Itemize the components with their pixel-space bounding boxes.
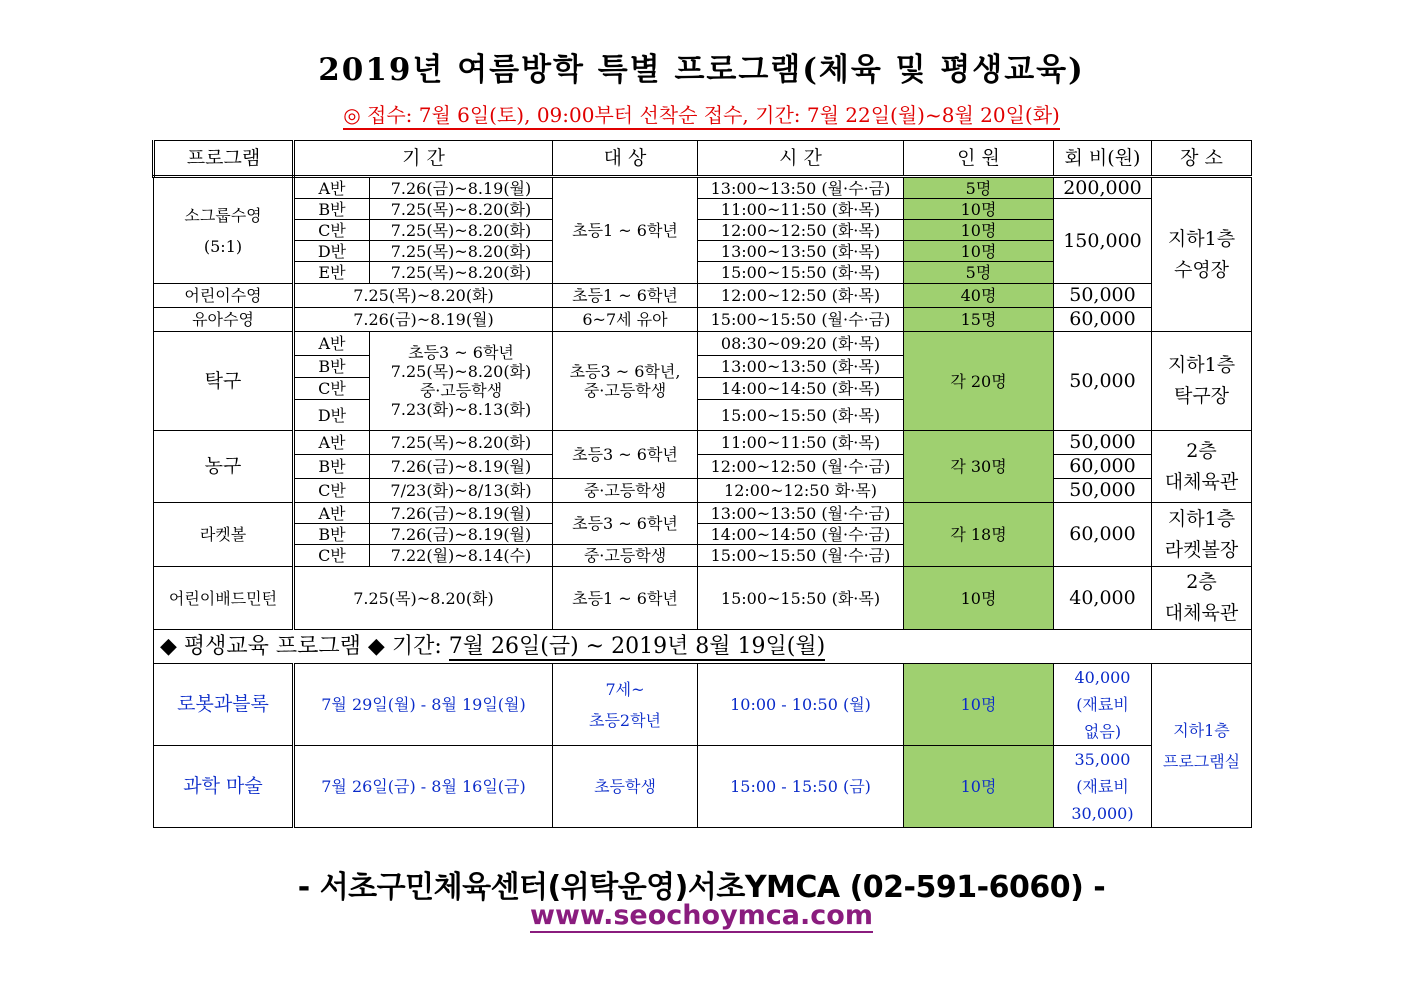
place-line: 수영장 (1173, 258, 1230, 281)
time-cell: 10:00 - 10:50 (월) (698, 664, 904, 746)
target-cell: 초등1 ~ 6학년 (553, 284, 698, 308)
time-cell: 15:00~15:50 (화·목) (698, 262, 904, 284)
target-cell: 6~7세 유아 (553, 308, 698, 332)
time-cell: 08:30~09:20 (화·목) (698, 332, 904, 356)
period-cell: 7.26(금)~8.19(월) (294, 308, 553, 332)
place-line: 프로그램실 (1162, 751, 1241, 771)
class-label: C반 (294, 545, 370, 567)
place-cell (1152, 567, 1252, 630)
place-line: 지하1층 (1167, 507, 1236, 530)
period-cell: 7.26(금)~8.19(월) (370, 177, 553, 199)
time-cell: 11:00~11:50 (화·목) (698, 431, 904, 455)
header-target: 대 상 (553, 141, 698, 177)
class-label: A반 (294, 431, 370, 455)
fee-line: 30,000) (1071, 804, 1134, 823)
class-label: C반 (294, 479, 370, 503)
lifelong-section-header (154, 630, 1252, 664)
table-row (154, 177, 1252, 199)
place-line: 지하1층 (1167, 227, 1236, 250)
period-cell: 7.25(목)~8.20(화) (370, 241, 553, 262)
time-cell: 12:00~12:50 (월·수·금) (698, 455, 904, 479)
section-period: 7월 26일(금) ~ 2019년 8월 19일(월) (448, 634, 826, 659)
time-cell: 13:00~13:50 (월·수·금) (698, 177, 904, 199)
fee-line: 없음) (1083, 722, 1122, 741)
header-period: 기 간 (294, 141, 553, 177)
target-cell: 초등1 ~ 6학년 (553, 567, 698, 630)
table-header-row (154, 141, 1252, 177)
count-cell: 5명 (904, 262, 1054, 284)
fee-line: (재료비 (1076, 695, 1129, 714)
fee-cell: 60,000 (1054, 308, 1152, 332)
place-line: 지하1층 (1167, 354, 1236, 376)
fee-cell: 50,000 (1054, 431, 1152, 455)
program-basketball: 농구 (154, 431, 294, 503)
table-row (154, 308, 1252, 332)
time-cell: 13:00~13:50 (화·목) (698, 241, 904, 262)
target-cell: 초등3 ~ 6학년 (553, 431, 698, 479)
place-cell (1152, 431, 1252, 503)
period-cell: 7.25(목)~8.20(화) (294, 567, 553, 630)
fee-cell (1054, 664, 1152, 746)
count-cell: 10명 (904, 664, 1054, 746)
count-cell: 10명 (904, 199, 1054, 220)
fee-cell: 50,000 (1054, 332, 1152, 431)
table-row (154, 431, 1252, 455)
registration-notice (0, 99, 1403, 128)
time-cell: 14:00~14:50 (월·수·금) (698, 524, 904, 545)
page-title: 2019년 여름방학 특별 프로그램(체육 및 평생교육) (318, 52, 1085, 88)
period-cell: 7.26(금)~8.19(월) (370, 455, 553, 479)
tt-info-line: 7.23(화)~8.13(화) (390, 400, 532, 419)
fee-cell: 50,000 (1054, 284, 1152, 308)
program-swim-name: 소그룹수영 (184, 205, 262, 225)
target-cell: 중·고등학생 (553, 545, 698, 567)
header-program: 프로그램 (154, 141, 294, 177)
footer-organization: - 서초구민체육센터(위탁운영)서초YMCA (02-591-6060) - (297, 870, 1106, 905)
period-cell: 7.25(목)~8.20(화) (370, 262, 553, 284)
place-line: 2층 (1186, 439, 1217, 462)
program-racquetball: 라켓볼 (154, 503, 294, 567)
fee-cell: 200,000 (1054, 177, 1152, 199)
class-label: D반 (294, 400, 370, 431)
class-label: B반 (294, 455, 370, 479)
count-cell: 10명 (904, 220, 1054, 241)
fee-line: 35,000 (1074, 750, 1131, 769)
target-cell: 초등1 ~ 6학년 (553, 177, 698, 284)
section-header-row (154, 630, 1252, 664)
target-line: 초등2학년 (588, 710, 661, 730)
period-cell: 7.25(목)~8.20(화) (294, 284, 553, 308)
place-cell (1152, 332, 1252, 431)
program-robot: 로봇과블록 (154, 664, 294, 746)
footer-url[interactable] (0, 900, 1403, 931)
header-place: 장 소 (1152, 141, 1252, 177)
time-cell: 12:00~12:50 화·목) (698, 479, 904, 503)
program-tabletennis: 탁구 (154, 332, 294, 431)
target-line: 7세~ (605, 679, 645, 699)
time-cell: 13:00~13:50 (화·목) (698, 356, 904, 378)
time-cell: 14:00~14:50 (화·목) (698, 378, 904, 400)
place-cell (1152, 503, 1252, 567)
time-cell: 15:00~15:50 (화·목) (698, 400, 904, 431)
class-label: D반 (294, 241, 370, 262)
time-cell: 11:00~11:50 (화·목) (698, 199, 904, 220)
program-swim-ratio: (5:1) (203, 236, 243, 256)
header-time: 시 간 (698, 141, 904, 177)
place-line: 탁구장 (1173, 385, 1230, 407)
target-cell: 중·고등학생 (553, 479, 698, 503)
count-cell: 10명 (904, 241, 1054, 262)
section-prefix: ◆ 평생교육 프로그램 ◆ 기간: (160, 634, 449, 659)
table-row (154, 567, 1252, 630)
fee-cell: 40,000 (1054, 567, 1152, 630)
fee-cell: 150,000 (1054, 199, 1152, 284)
program-magic: 과학 마술 (154, 746, 294, 828)
tt-info-line: 7.25(목)~8.20(화) (390, 362, 532, 381)
target-cell: 초등학생 (553, 746, 698, 828)
period-cell: 7월 29일(월) - 8월 19일(월) (294, 664, 553, 746)
header-count: 인 원 (904, 141, 1054, 177)
program-badminton: 어린이배드민턴 (154, 567, 294, 630)
fee-cell: 60,000 (1054, 455, 1152, 479)
place-cell (1152, 177, 1252, 332)
count-cell: 각 18명 (904, 503, 1054, 567)
program-swim (154, 177, 294, 284)
period-cell: 7.25(목)~8.20(화) (370, 431, 553, 455)
table-row (154, 664, 1252, 746)
count-cell: 각 30명 (904, 431, 1054, 503)
place-line: 대체육관 (1164, 602, 1239, 624)
tt-info-line: 초등3 ~ 6학년 (408, 343, 514, 362)
schedule-table (152, 140, 1252, 828)
place-line: 대체육관 (1164, 470, 1239, 493)
time-cell: 12:00~12:50 (화·목) (698, 220, 904, 241)
place-line: 지하1층 (1173, 720, 1230, 740)
period-cell: 7월 26일(금) - 8월 16일(금) (294, 746, 553, 828)
time-cell: 15:00~15:50 (화·목) (698, 567, 904, 630)
tt-info-line: 중·고등학생 (419, 381, 503, 400)
class-label: E반 (294, 262, 370, 284)
count-cell: 40명 (904, 284, 1054, 308)
class-label: A반 (294, 503, 370, 524)
class-label: B반 (294, 356, 370, 378)
table-row (154, 284, 1252, 308)
count-cell: 10명 (904, 746, 1054, 828)
program-kidswim: 어린이수영 (154, 284, 294, 308)
count-cell: 10명 (904, 567, 1054, 630)
time-cell: 12:00~12:50 (화·목) (698, 284, 904, 308)
website-link[interactable]: www.seochoymca.com (530, 900, 873, 931)
table-row (154, 746, 1252, 828)
class-label: C반 (294, 378, 370, 400)
place-line: 라켓볼장 (1164, 538, 1239, 561)
table-row (154, 503, 1252, 524)
table-row (154, 455, 1252, 479)
time-cell: 13:00~13:50 (월·수·금) (698, 503, 904, 524)
target-cell (553, 332, 698, 431)
class-label: A반 (294, 177, 370, 199)
class-label: B반 (294, 524, 370, 545)
place-cell (1152, 664, 1252, 828)
period-cell: 7.22(월)~8.14(수) (370, 545, 553, 567)
count-cell: 각 20명 (904, 332, 1054, 431)
count-cell: 15명 (904, 308, 1054, 332)
period-cell: 7.26(금)~8.19(월) (370, 524, 553, 545)
target-cell (553, 664, 698, 746)
class-label: A반 (294, 332, 370, 356)
program-toddler: 유아수영 (154, 308, 294, 332)
period-cell: 7.25(목)~8.20(화) (370, 199, 553, 220)
time-cell: 15:00 - 15:50 (금) (698, 746, 904, 828)
period-cell: 7.25(목)~8.20(화) (370, 220, 553, 241)
time-cell: 15:00~15:50 (월·수·금) (698, 308, 904, 332)
class-label: B반 (294, 199, 370, 220)
registration-text: ◎ 접수: 7월 6일(토), 09:00부터 선착순 접수, 기간: 7월 22일(월)~8월 20일(화) (343, 103, 1060, 130)
count-cell: 5명 (904, 177, 1054, 199)
header-fee: 회 비(원) (1054, 141, 1152, 177)
class-label: C반 (294, 220, 370, 241)
fee-cell (1054, 746, 1152, 828)
table-row (154, 199, 1252, 220)
fee-line: (재료비 (1076, 777, 1129, 796)
fee-line: 40,000 (1074, 668, 1131, 687)
period-cell: 7/23(화)~8/13(화) (370, 479, 553, 503)
fee-cell: 60,000 (1054, 503, 1152, 567)
tt-info (370, 332, 553, 431)
fee-cell: 50,000 (1054, 479, 1152, 503)
target-line: 초등3 ~ 6학년, (569, 362, 681, 381)
time-cell: 15:00~15:50 (월·수·금) (698, 545, 904, 567)
target-line: 중·고등학생 (583, 381, 667, 400)
period-cell: 7.26(금)~8.19(월) (370, 503, 553, 524)
table-row (154, 332, 1252, 356)
target-cell: 초등3 ~ 6학년 (553, 503, 698, 545)
table-row (154, 479, 1252, 503)
place-line: 2층 (1186, 571, 1217, 593)
